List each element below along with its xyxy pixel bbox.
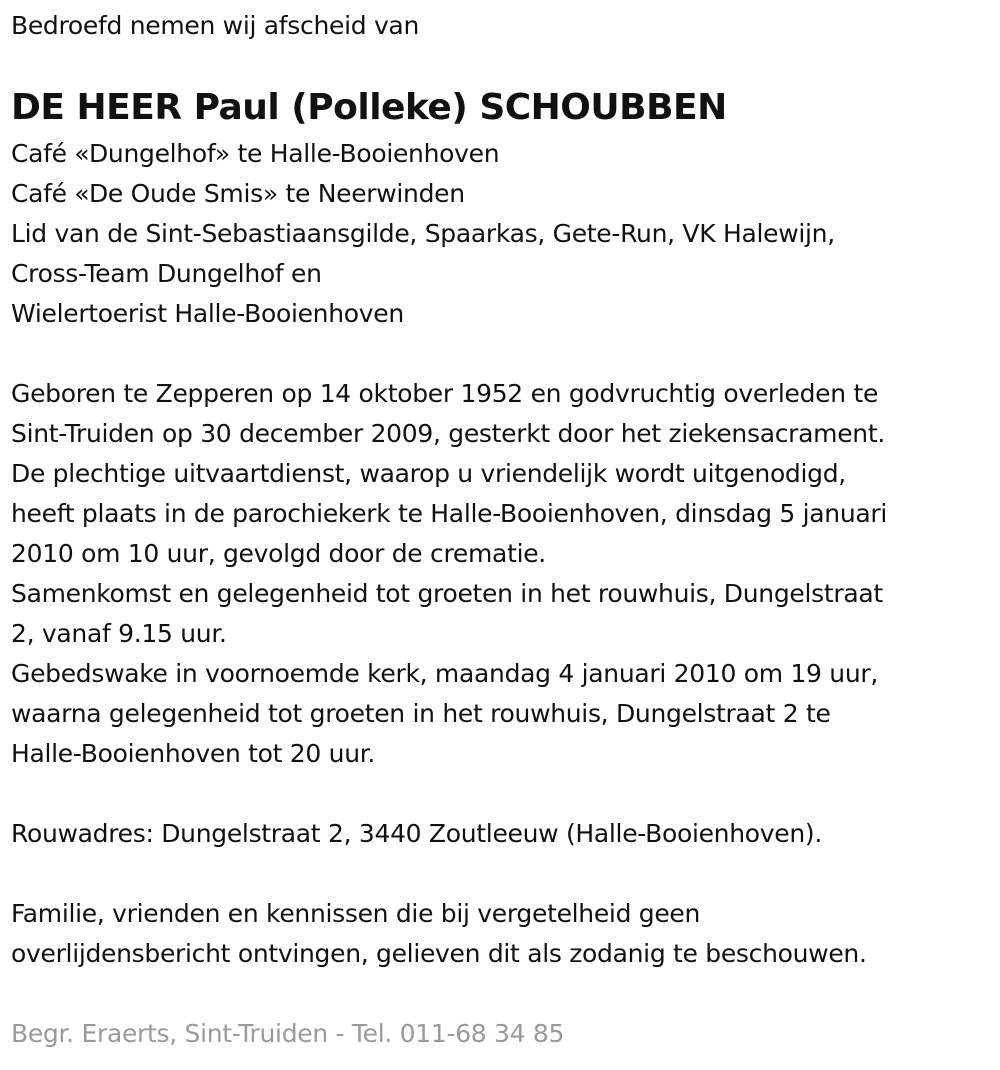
affiliation-line: Cross-Team Dungelhof en [11,259,322,288]
funeral-director-footer: Begr. Eraerts, Sint-Truiden - Tel. 011-68 34 85 [11,1019,565,1048]
closing-block [11,894,991,974]
affiliation-line: Wielertoerist Halle-Booienhoven [11,299,404,328]
details-line: heeft plaats in de parochiekerk te Halle-Booienhoven, dinsdag 5 januari [11,499,888,528]
details-block [11,374,991,774]
details-line: Sint-Truiden op 30 december 2009, gesterkt door het ziekensacrament. [11,419,885,448]
intro-text: Bedroefd nemen wij afscheid van [11,11,419,40]
details-line: waarna gelegenheid tot groeten in het rouwhuis, Dungelstraat 2 te [11,699,831,728]
deceased-name: DE HEER Paul (Polleke) SCHOUBBEN [11,87,727,128]
affiliation-line: Café «De Oude Smis» te Neerwinden [11,179,465,208]
closing-line: Familie, vrienden en kennissen die bij vergetelheid geen [11,899,701,928]
death-notice [11,6,991,1054]
spacer [11,854,991,894]
spacer [11,774,991,814]
details-line: 2010 om 10 uur, gevolgd door de crematie. [11,539,546,568]
spacer [11,334,991,374]
details-line: Halle-Booienhoven tot 20 uur. [11,739,376,768]
mourning-address: Rouwadres: Dungelstraat 2, 3440 Zoutleeuw (Halle-Booienhoven). [11,819,822,848]
details-line: Geboren te Zepperen op 14 oktober 1952 en godvruchtig overleden te [11,379,879,408]
details-line: Gebedswake in voornoemde kerk, maandag 4 januari 2010 om 19 uur, [11,659,879,688]
spacer [11,974,991,1014]
affiliation-line: Café «Dungelhof» te Halle-Booienhoven [11,139,500,168]
details-line: 2, vanaf 9.15 uur. [11,619,227,648]
affiliations-block [11,134,991,334]
affiliation-line: Lid van de Sint-Sebastiaansgilde, Spaarkas, Gete-Run, VK Halewijn, [11,219,835,248]
details-line: Samenkomst en gelegenheid tot groeten in het rouwhuis, Dungelstraat [11,579,883,608]
closing-line: overlijdensbericht ontvingen, gelieven dit als zodanig te beschouwen. [11,939,867,968]
details-line: De plechtige uitvaartdienst, waarop u vriendelijk wordt uitgenodigd, [11,459,846,488]
